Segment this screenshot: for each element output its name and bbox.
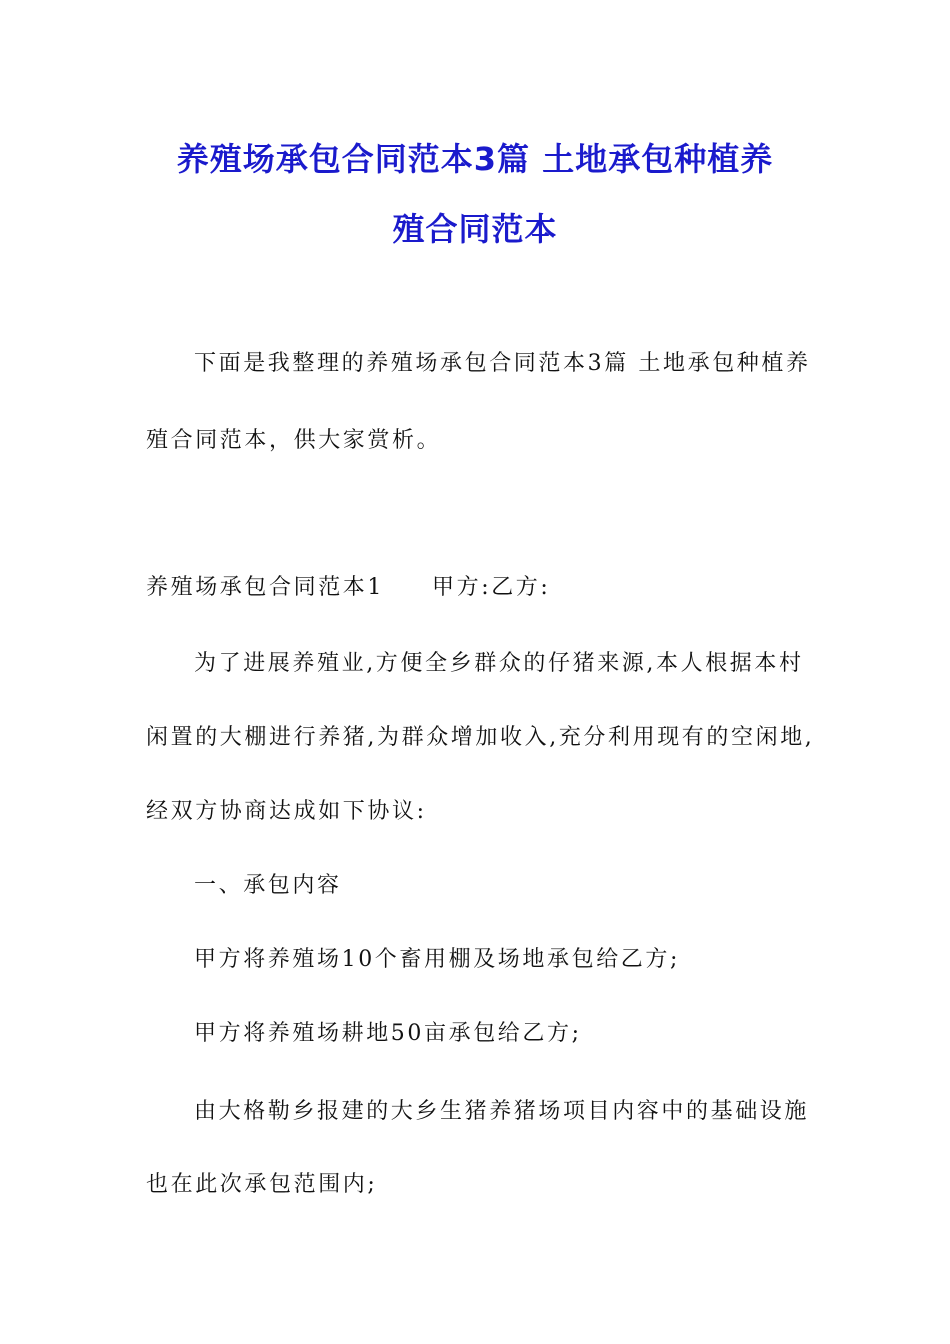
item-3-line-2: 也在此次承包范围内; — [146, 1172, 378, 1197]
document-title-line-2: 殖合同范本 — [392, 210, 558, 248]
intro-line-1: 下面是我整理的养殖场承包合同范本3篇 土地承包种植养 — [194, 351, 811, 376]
section-heading: 养殖场承包合同范本1 — [146, 575, 384, 600]
item-2: 甲方将养殖场耕地50亩承包给乙方; — [194, 1021, 582, 1046]
document-title-line-1: 养殖场承包合同范本3篇 土地承包种植养 — [176, 140, 774, 178]
parties-label: 甲方:乙方: — [432, 575, 551, 600]
paragraph-1-line-1: 为了进展养殖业,方便全乡群众的仔猪来源,本人根据本村 — [194, 651, 804, 676]
paragraph-1-line-3: 经双方协商达成如下协议: — [146, 799, 427, 824]
item-1: 甲方将养殖场10个畜用棚及场地承包给乙方; — [194, 947, 681, 972]
section-heading-row — [146, 570, 550, 601]
paragraph-1-line-2: 闲置的大棚进行养猪,为群众增加收入,充分利用现有的空闲地, — [146, 725, 815, 750]
intro-line-2: 殖合同范本，供大家赏析。 — [146, 428, 442, 453]
item-3-line-1: 由大格勒乡报建的大乡生猪养猪场项目内容中的基础设施 — [194, 1099, 810, 1124]
item-heading: 一、承包内容 — [194, 873, 342, 898]
